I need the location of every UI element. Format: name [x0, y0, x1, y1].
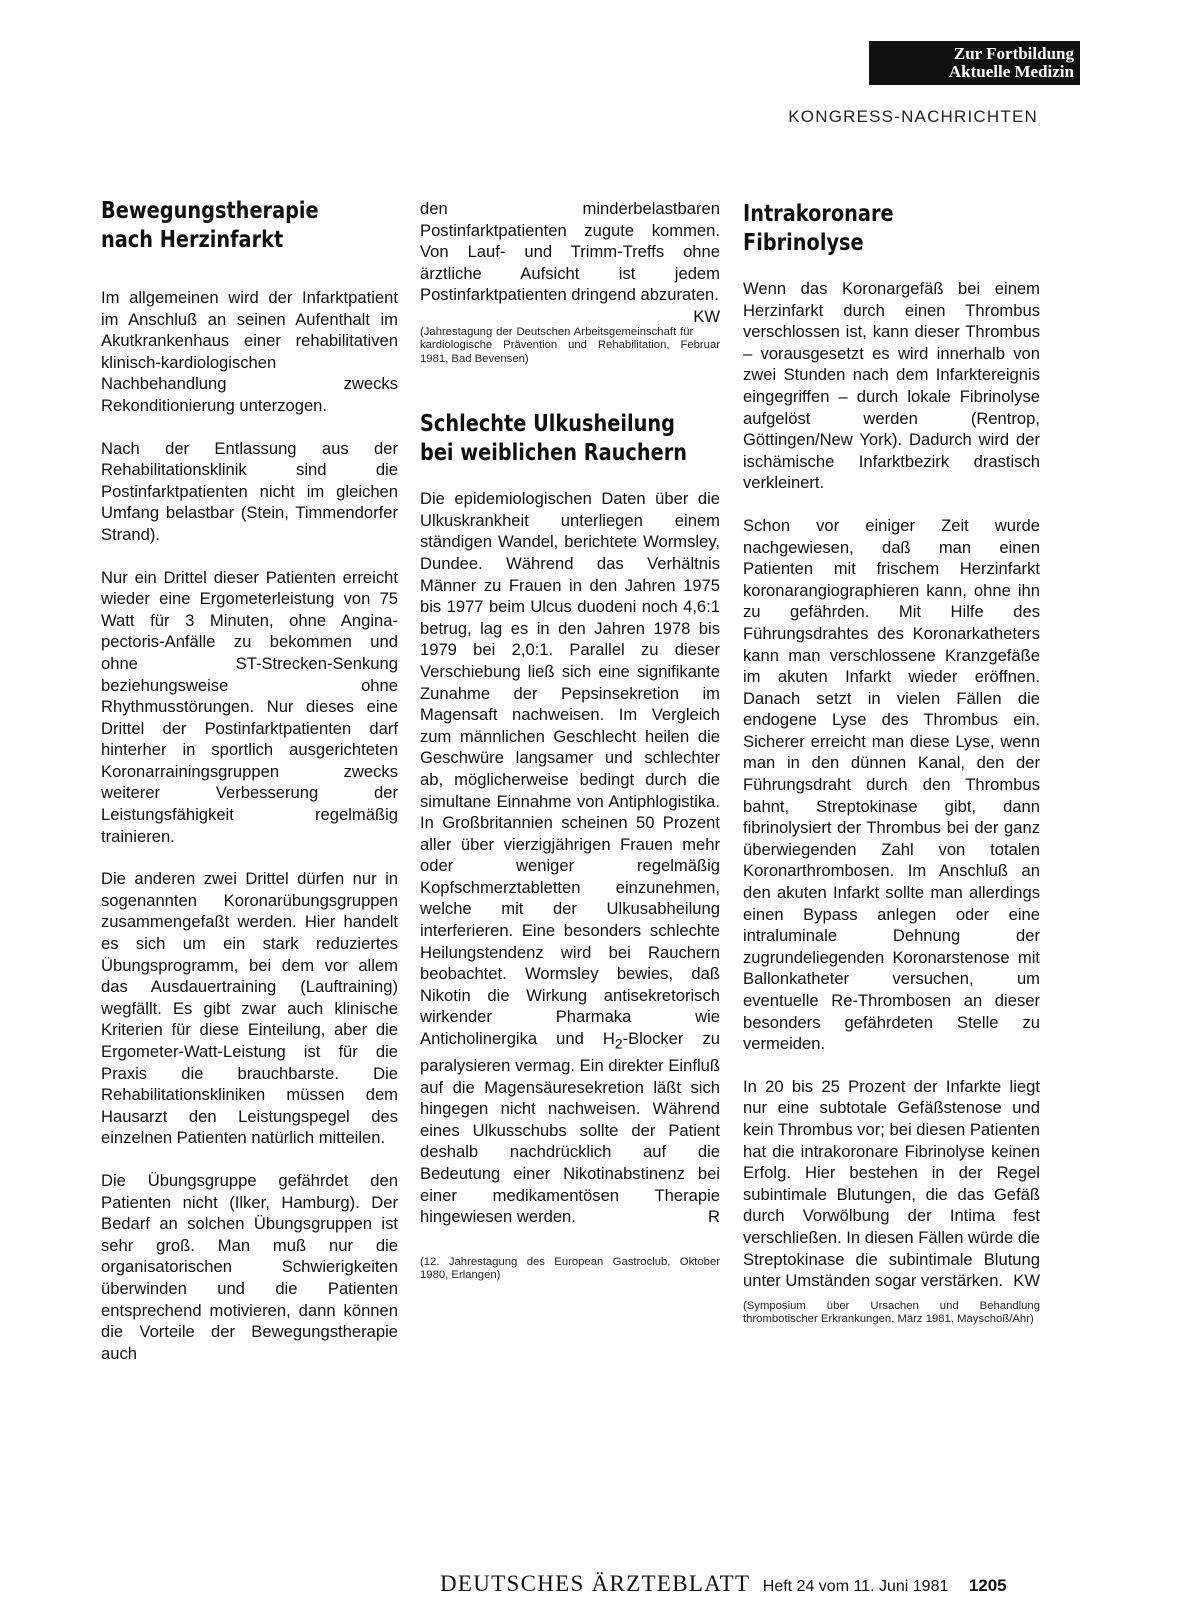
article-1-paragraph: Die Übungsgruppe gefährdet den Patienten nicht (Ilker, Hamburg). Der Bedarf an solchen Übungsgruppen ist sehr groß. Man muß nur die organisatorischen Schwierigkeiten überwinden und die Patienten entsprechend motivieren, dann können die Vorteile der Bewegungstherapie auch [101, 1170, 398, 1363]
article-1-paragraph: Im allgemeinen wird der Infarktpatient im Anschluß an seinen Aufenthalt im Akutkrankenhaus einer rehabilitativen klinisch-kardiologischen Nachbehandlung zwecks Rekonditionierung unterzogen. [101, 288, 398, 415]
article-3-title-line-1: Intrakoronare [743, 201, 894, 227]
article-3-paragraph: Wenn das Koronargefäß bei einem Herzinfarkt durch einen Thrombus verschlossen ist, kann dieser Thrombus – vorausgesetzt es wird innerhalb von zwei Stunden nach dem Infarktereignis eingegriffen – durch lokale Fibrinolyse aufgelöst werden (Rentrop, Göttingen/New York). Dadurch wird der ischämische Infarktbezirk drastisch verkleinert. [743, 279, 1040, 493]
article-2-title-line-2: bei weiblichen Rauchern [420, 440, 687, 467]
article-1-author: KW [693, 306, 720, 326]
article-3-paragraph-text: In 20 bis 25 Prozent der Infarkte liegt nur eine subtotale Gefäßstenose und kein Thrombus vor; bei diesen Patienten hat die intrakoronare Fibrinolyse keinen Erfolg. Hier bestehen in der Regel subintimale Blutungen, die das Gefäß durch Vorwölbung der Intima fest verschließen. In diesen Fällen würde die Streptokinase die subintimale Blutung unter Umständen sogar verstärken. [743, 1076, 1041, 1291]
article-2-paragraph-text: Die epidemiologischen Daten über die Ulkuskrankheit unterliegen einem ständigen Wandel, berichtete Wormsley, Dundee. Während das Verhältnis Männer zu Frauen in den Jahren 1975 bis 1977 beim Ulcus duodeni noch 4,6:1 betrug, lag es in den Jahren 1978 bis 1979 bei 2,0:1. Parallel zu dieser Verschiebung ließ sich eine signifikante Zunahme der Pepsinsekretion im Magensaft nachweisen. Im Vergleich zum männlichen Geschlecht heilen die Geschwüre langsamer und schlechter ab, möglicherweise bedingt durch die simultane Einnahme von Antiphlogistika. In Großbritannien scheinen 50 Prozent aller über vierzigjährigen Frauen mehr oder weniger regelmäßig Kopfschmerztabletten einzunehmen, welche mit der Ulkusabheilung interferieren. Eine besonders schlechte Heilungstendenz wird bei Rauchern beobachtet. Wormsley bewies, daß Nikotin die Wirkung antisekretorisch wirkender Pharmaka wie Anticholinergika und H [420, 489, 720, 1049]
article-1-title [101, 197, 350, 255]
article-1-paragraph: Nach der Entlassung aus der Rehabilitationsklinik sind die Postinfarktpatienten nicht im gleichen Umfang belastbar (Stein, Timmendorfer Strand). [101, 438, 398, 544]
article-3-paragraph: Schon vor einiger Zeit wurde nachgewiesen, daß man einen Patienten mit frischem Herzinfarkt koronarangiographieren kann, ohne ihn zu gefährden. Mit Hilfe des Führungsdrahtes des Koronarkatheters kann man verschlossene Kranzgefäße im akuten Infarkt wieder eröffnen. Danach setzt in vielen Fällen die endogene Lyse des Thrombus ein. Sicherer erreicht man diese Lyse, wenn man in den dünnen Kanal, den der Führungsdraht durch den Thrombus bahnt, Streptokinase gibt, dann fibrinolysiert der Thrombus bei der ganz überwiegenden Zahl von totalen Koronarthrombosen. Im Anschluß an den akuten Infarkt sollte man allerdings einen Bypass anlegen oder eine intraluminale Dehnung der zugrundeliegenden Koronarstenose mit Ballonkatheter versuchen, um eventuelle Re-Thrombosen an dieser besonders gefährdeten Stelle zu vermeiden. [743, 515, 1040, 1054]
article-3-author: KW [1013, 1271, 1040, 1291]
column-3 [743, 200, 1040, 1327]
section-badge [869, 41, 1080, 85]
article-1-paragraph: Nur ein Drittel dieser Patienten erreicht wieder eine Ergometerleistung von 75 Watt für 3 Minuten, ohne Angina-pectoris-Anfälle zu bekommen und ohne ST-Strecken-Senkung beziehungsweise ohne Rhythmusstörungen. Nur dieses eine Drittel der Postinfarktpatienten darf hinterher in sportlich ausgerichteten Koronarrainingsgruppen zwecks weiterer Verbesserung der Leistungsfähigkeit regelmäßig trainieren. [101, 567, 398, 846]
article-1-paragraph: Die anderen zwei Drittel dürfen nur in sogenannten Koronarübungsgruppen zusammengefaßt werden. Hier handelt es sich um ein stark reduziertes Übungsprogramm, bei dem vor allem das Ausdauertraining (Lauftraining) wegfällt. Es gibt zwar auch klinische Kriterien für diese Einteilung, aber die Ergometer-Watt-Leistung ist für die Praxis die brauchbarste. Die Rehabilitationskliniken müssen dem Hausarzt den Leistungspegel des einzelnen Patienten natürlich mitteilen. [101, 869, 398, 1148]
issue-info: Heft 24 vom 11. Juni 1981 [762, 1578, 949, 1595]
article-3-title-line-2: Fibrinolyse [743, 230, 864, 256]
page-number: 1205 [968, 1576, 1007, 1595]
article-2-author: R [708, 1207, 720, 1227]
article-2-title-line-1: Schlechte Ulkusheilung [420, 411, 675, 438]
column-1 [101, 197, 398, 1364]
article-3-source: (Symposium über Ursachen und Behandlung thrombotischer Erkrankungen, März 1981, Mayschoß/Ahr) [743, 1299, 1040, 1326]
article-2-paragraph-text-cont: -Blocker zu paralysieren vermag. Ein direkter Einfluß auf die Magensäuresekretion läßt sich hingegen nicht nachweisen. Während eines Ulkusschubs sollte der Patient deshalb nachdrücklich auf die Bedeutung einer Nikotinabstinenz bei einer medikamentösen Therapie hingewiesen werden. [420, 1029, 720, 1227]
badge-line-1: Zur Fortbildung [953, 44, 1074, 63]
article-3-paragraph [743, 1076, 1040, 1292]
article-2-paragraph [420, 488, 720, 1228]
article-1-title-line-2: nach Herzinfarkt [101, 227, 284, 253]
column-2 [420, 198, 720, 1283]
article-3-title [743, 200, 992, 258]
article-2-title [420, 410, 687, 468]
journal-name: DEUTSCHES ÄRZTEBLATT [440, 1571, 751, 1596]
article-1-paragraph-text: den minderbelastbaren Postinfarktpatienten zugute kommen. Von Lauf- und Trimm-Treffs ohne ärztliche Aufsicht ist jedem Postinfarktpatienten dringend abzuraten. [420, 199, 720, 305]
page-footer [440, 1571, 1007, 1597]
article-1-paragraph-continued [420, 198, 720, 326]
article-1-title-line-1: Bewegungstherapie [101, 198, 319, 224]
article-2-source: (12. Jahrestagung des European Gastroclub, Oktober 1980, Erlangen) [420, 1255, 720, 1282]
article-1-source: (Jahrestagung der Deutschen Arbeitsgemeinschaft für kardiologische Prävention und Rehabilitation, Februar 1981, Bad Bevensen) [420, 325, 720, 365]
badge-line-2: Aktuelle Medizin [948, 62, 1074, 81]
section-label: KONGRESS-NACHRICHTEN [788, 107, 1038, 126]
subscript: 2 [614, 1035, 623, 1052]
